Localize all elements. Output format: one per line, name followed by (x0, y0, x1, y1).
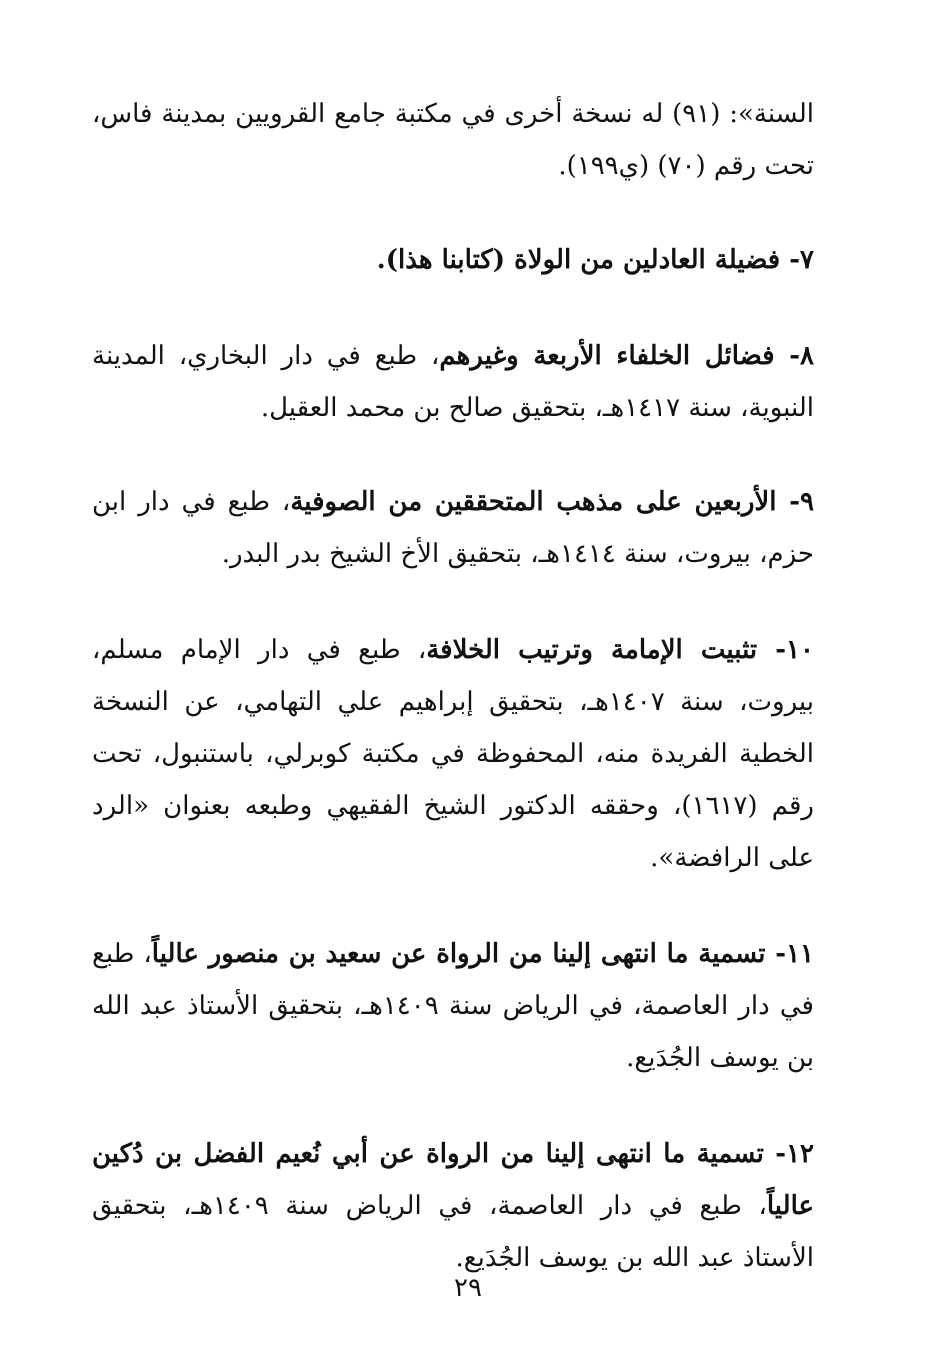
entry-title: ١٠- تثبيت الإمامة وترتيب الخلافة (426, 635, 814, 665)
entry-6-continued (92, 88, 814, 192)
entry-text: ، طبع في دار البخاري، المدينة النبوية، سنة ١٤١٧هـ، بتحقيق صالح بن محمد العقيل. (92, 341, 814, 423)
entry-title: ٧- فضيلة العادلين من الولاة (كتابنا هذا). (376, 245, 814, 275)
entry-title: ٩- الأربعين على مذهب المتحققين من الصوفية (290, 487, 814, 517)
entry-text: السنة»: (٩١) له نسخة أخرى في مكتبة جامع القرويين بمدينة فاس، تحت رقم (٧٠) (ي١٩٩). (92, 99, 815, 181)
entry-7 (92, 234, 814, 286)
entry-8 (92, 330, 814, 434)
entry-text: ، طبع في دار العاصمة، في الرياض سنة ١٤٠٩هـ، بتحقيق الأستاذ عبد الله بن يوسف الجُدَيع. (92, 939, 814, 1073)
entry-title: ١١- تسمية ما انتهى إلينا من الرواة عن سعيد بن منصور عالياً (151, 939, 814, 969)
entry-11 (92, 928, 814, 1084)
entry-10 (92, 624, 814, 884)
entry-text: ، طبع في دار الإمام مسلم، بيروت، سنة ١٤٠٧هـ، بتحقيق إبراهيم علي التهامي، عن النسخة الخطية الفريدة منه، المحفوظة في مكتبة كوبرلي، باستنبول، تحت رقم (١٦١٧)، وحققه الدكتور الشيخ الفقيهي وطبعه بعنوان «الرد على الرافضة». (92, 635, 814, 873)
page-number: ٢٩ (454, 1273, 482, 1303)
entry-title: ١٢- تسمية ما انتهى إلينا من الرواة عن أبي نُعيم الفضل بن دُكين عالياً (92, 1139, 814, 1221)
entry-text: ، طبع في دار ابن حزم، بيروت، سنة ١٤١٤هـ، بتحقيق الأخ الشيخ بدر البدر. (92, 487, 814, 569)
entry-9 (92, 476, 814, 580)
entry-text: ، طبع في دار العاصمة، في الرياض سنة ١٤٠٩هـ، بتحقيق الأستاذ عبد الله بن يوسف الجُدَيع. (92, 1191, 814, 1273)
entry-title: ٨- فضائل الخلفاء الأربعة وغيرهم (439, 341, 815, 371)
page-body (92, 88, 814, 1284)
entry-12 (92, 1128, 814, 1284)
